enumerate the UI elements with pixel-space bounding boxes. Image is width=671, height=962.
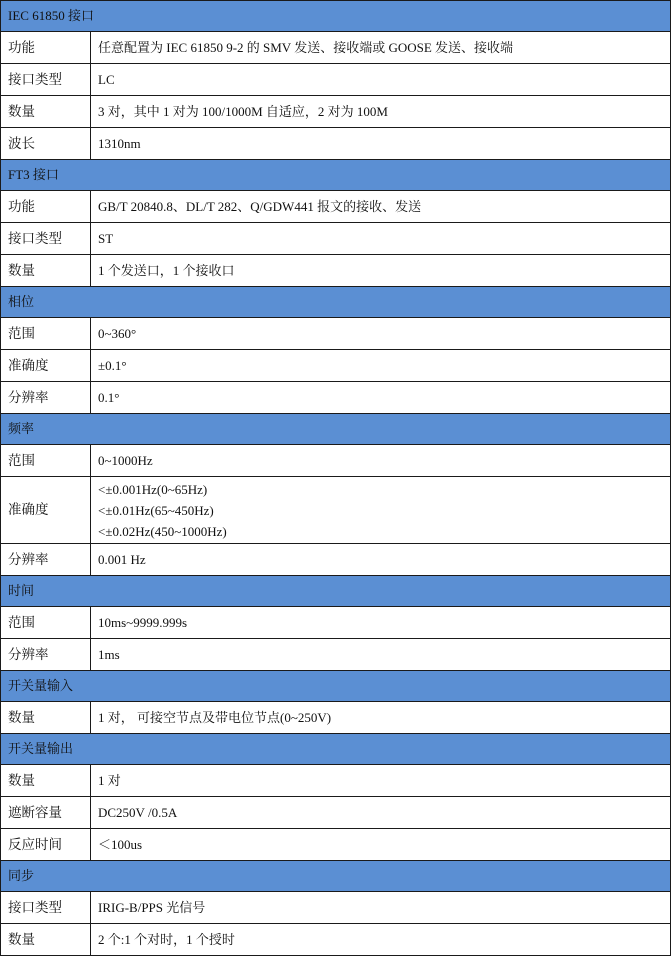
section-header [1,671,671,702]
row-label: 范围 [1,445,91,477]
row-label: 接口类型 [1,64,91,96]
row-value: GB/T 20840.8、DL/T 282、Q/GDW441 报文的接收、发送 [91,191,671,223]
row-label: 分辨率 [1,544,91,576]
table-row [1,544,671,576]
table-row [1,797,671,829]
section-title: FT3 接口 [1,160,671,191]
section-title: 时间 [1,576,671,607]
row-label: 波长 [1,128,91,160]
row-label: 准确度 [1,350,91,382]
row-value: 2 个:1 个对时，1 个授时 [91,924,671,956]
table-row [1,255,671,287]
table-row [1,191,671,223]
row-label: 遮断容量 [1,797,91,829]
row-label: 数量 [1,924,91,956]
section-header [1,414,671,445]
table-row [1,223,671,255]
table-row [1,639,671,671]
row-label: 功能 [1,32,91,64]
table-row [1,350,671,382]
row-value: 1ms [91,639,671,671]
section-title: IEC 61850 接口 [1,1,671,32]
row-value: 0~360° [91,318,671,350]
row-label: 数量 [1,765,91,797]
table-row [1,702,671,734]
row-value: LC [91,64,671,96]
table-row [1,607,671,639]
row-value: 0.001 Hz [91,544,671,576]
section-title: 开关量输出 [1,734,671,765]
section-title: 频率 [1,414,671,445]
value-line: <±0.01Hz(65~450Hz) [98,502,214,518]
row-value: 0~1000Hz [91,445,671,477]
value-line: <±0.001Hz(0~65Hz) [98,481,208,497]
row-label: 分辨率 [1,639,91,671]
table-row [1,128,671,160]
row-value: ＜100us [91,829,671,861]
row-label: 范围 [1,318,91,350]
table-row [1,477,671,544]
table-row [1,829,671,861]
row-value: 10ms~9999.999s [91,607,671,639]
row-label: 数量 [1,96,91,128]
row-value-multiline [91,477,671,544]
table-row [1,924,671,956]
row-value: 1310nm [91,128,671,160]
table-row [1,96,671,128]
table-row [1,32,671,64]
row-value: ST [91,223,671,255]
row-label: 接口类型 [1,223,91,255]
table-row [1,765,671,797]
row-value: 任意配置为 IEC 61850 9-2 的 SMV 发送、接收端或 GOOSE 发送、接收端 [91,32,671,64]
row-label: 数量 [1,702,91,734]
section-title: 同步 [1,861,671,892]
row-label: 范围 [1,607,91,639]
table-row [1,445,671,477]
table-row [1,318,671,350]
row-value: 1 对 [91,765,671,797]
table-row [1,64,671,96]
row-label: 数量 [1,255,91,287]
row-value: 1 个发送口，1 个接收口 [91,255,671,287]
row-label: 分辨率 [1,382,91,414]
row-value: IRIG-B/PPS 光信号 [91,892,671,924]
section-title: 相位 [1,287,671,318]
section-header [1,576,671,607]
row-value: DC250V /0.5A [91,797,671,829]
row-label: 接口类型 [1,892,91,924]
table-row [1,892,671,924]
section-header [1,861,671,892]
row-label: 反应时间 [1,829,91,861]
section-header [1,287,671,318]
row-value: 3 对，其中 1 对为 100/1000M 自适应，2 对为 100M [91,96,671,128]
value-line: <±0.02Hz(450~1000Hz) [98,523,227,539]
row-label: 功能 [1,191,91,223]
row-value: 1 对， 可接空节点及带电位节点(0~250V) [91,702,671,734]
row-value: 0.1° [91,382,671,414]
section-header [1,160,671,191]
table-row [1,382,671,414]
section-title: 开关量输入 [1,671,671,702]
section-header [1,1,671,32]
row-label: 准确度 [1,477,91,544]
row-value: ±0.1° [91,350,671,382]
section-header [1,734,671,765]
